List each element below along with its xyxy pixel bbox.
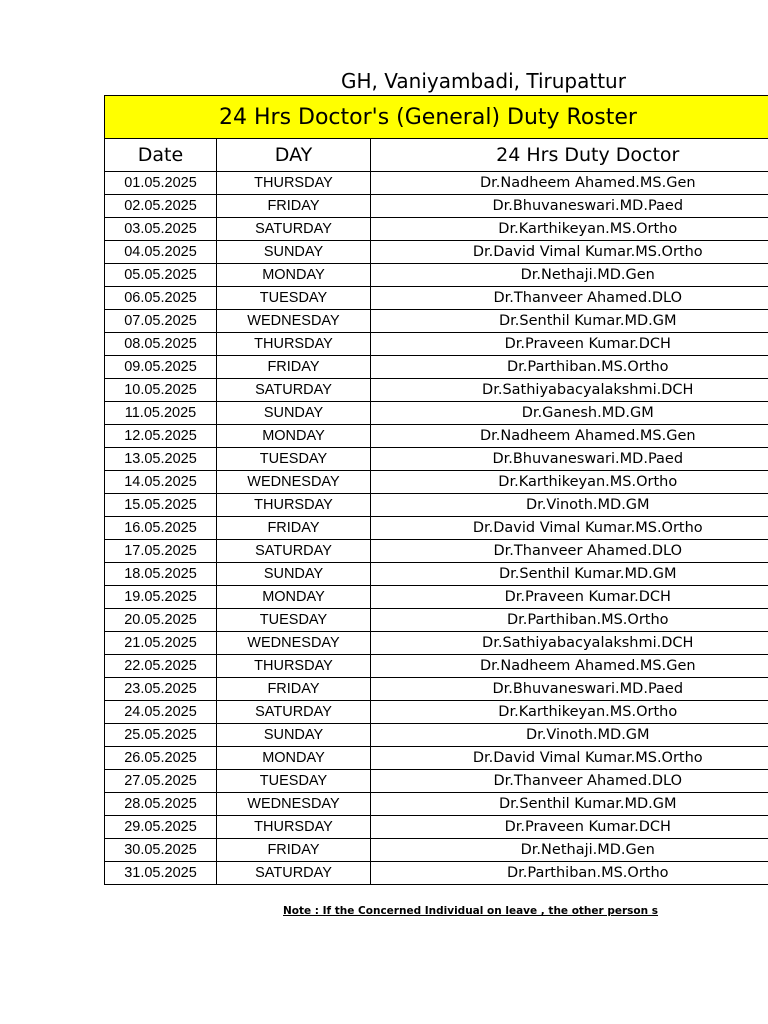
doctor-cell: Dr.Nadheem Ahamed.MS.Gen — [371, 425, 768, 448]
doctor-cell: Dr.Senthil Kumar.MD.GM — [371, 793, 768, 816]
table-row — [105, 333, 768, 356]
doctor-cell: Dr.Praveen Kumar.DCH — [371, 333, 768, 356]
date-cell: 27.05.2025 — [105, 770, 217, 793]
date-cell: 26.05.2025 — [105, 747, 217, 770]
date-cell: 16.05.2025 — [105, 517, 217, 540]
table-row — [105, 195, 768, 218]
date-cell: 01.05.2025 — [105, 172, 217, 195]
roster-banner: 24 Hrs Doctor's (General) Duty Roster — [105, 96, 768, 139]
table-header-row — [105, 139, 768, 172]
doctor-cell: Dr.David Vimal Kumar.MS.Ortho — [371, 241, 768, 264]
date-cell: 18.05.2025 — [105, 563, 217, 586]
date-cell: 22.05.2025 — [105, 655, 217, 678]
day-cell: FRIDAY — [217, 839, 371, 862]
duty-roster-table-container — [104, 95, 768, 895]
doctor-cell: Dr.Bhuvaneswari.MD.Paed — [371, 448, 768, 471]
date-cell: 24.05.2025 — [105, 701, 217, 724]
doctor-cell: Dr.Ganesh.MD.GM — [371, 402, 768, 425]
date-cell: 02.05.2025 — [105, 195, 217, 218]
table-row — [105, 839, 768, 862]
date-cell: 30.05.2025 — [105, 839, 217, 862]
doctor-cell: Dr.Nadheem Ahamed.MS.Gen — [371, 655, 768, 678]
column-header-date: Date — [105, 139, 217, 172]
table-row — [105, 632, 768, 655]
doctor-cell: Dr.Praveen Kumar.DCH — [371, 586, 768, 609]
table-row — [105, 586, 768, 609]
doctor-cell: Dr.Bhuvaneswari.MD.Paed — [371, 678, 768, 701]
day-cell: WEDNESDAY — [217, 310, 371, 333]
doctor-cell: Dr.Parthiban.MS.Ortho — [371, 862, 768, 885]
table-row — [105, 655, 768, 678]
day-cell: WEDNESDAY — [217, 471, 371, 494]
date-cell: 28.05.2025 — [105, 793, 217, 816]
table-row — [105, 471, 768, 494]
table-row — [105, 793, 768, 816]
doctor-cell: Dr.Bhuvaneswari.MD.Paed — [371, 195, 768, 218]
doctor-cell: Dr.Senthil Kumar.MD.GM — [371, 563, 768, 586]
day-cell: WEDNESDAY — [217, 793, 371, 816]
date-cell: 15.05.2025 — [105, 494, 217, 517]
doctor-cell: Dr.Nethaji.MD.Gen — [371, 839, 768, 862]
table-row — [105, 402, 768, 425]
column-header-day: DAY — [217, 139, 371, 172]
date-cell: 08.05.2025 — [105, 333, 217, 356]
doctor-cell: Dr.Nadheem Ahamed.MS.Gen — [371, 172, 768, 195]
date-cell: 05.05.2025 — [105, 264, 217, 287]
day-cell: SATURDAY — [217, 218, 371, 241]
table-row — [105, 425, 768, 448]
date-cell: 23.05.2025 — [105, 678, 217, 701]
doctor-cell: Dr.David Vimal Kumar.MS.Ortho — [371, 747, 768, 770]
day-cell: THURSDAY — [217, 655, 371, 678]
date-cell: 07.05.2025 — [105, 310, 217, 333]
table-row — [105, 448, 768, 471]
doctor-cell: Dr.Karthikeyan.MS.Ortho — [371, 471, 768, 494]
table-row — [105, 609, 768, 632]
day-cell: FRIDAY — [217, 517, 371, 540]
page-title: GH, Vaniyambadi, Tirupattur — [341, 69, 626, 93]
date-cell: 12.05.2025 — [105, 425, 217, 448]
table-row — [105, 379, 768, 402]
doctor-cell: Dr.Thanveer Ahamed.DLO — [371, 540, 768, 563]
date-cell: 13.05.2025 — [105, 448, 217, 471]
date-cell: 29.05.2025 — [105, 816, 217, 839]
table-row — [105, 218, 768, 241]
day-cell: TUESDAY — [217, 448, 371, 471]
doctor-cell: Dr.David Vimal Kumar.MS.Ortho — [371, 517, 768, 540]
table-row — [105, 862, 768, 885]
day-cell: WEDNESDAY — [217, 632, 371, 655]
day-cell: SUNDAY — [217, 402, 371, 425]
day-cell: MONDAY — [217, 747, 371, 770]
table-row — [105, 517, 768, 540]
day-cell: SATURDAY — [217, 862, 371, 885]
day-cell: MONDAY — [217, 264, 371, 287]
day-cell: FRIDAY — [217, 678, 371, 701]
day-cell: THURSDAY — [217, 816, 371, 839]
day-cell: MONDAY — [217, 586, 371, 609]
table-row — [105, 816, 768, 839]
date-cell: 09.05.2025 — [105, 356, 217, 379]
duty-roster-table — [104, 95, 768, 885]
date-cell: 19.05.2025 — [105, 586, 217, 609]
day-cell: TUESDAY — [217, 287, 371, 310]
day-cell: FRIDAY — [217, 195, 371, 218]
doctor-cell: Dr.Sathiyabacyalakshmi.DCH — [371, 379, 768, 402]
date-cell: 14.05.2025 — [105, 471, 217, 494]
day-cell: MONDAY — [217, 425, 371, 448]
table-row — [105, 287, 768, 310]
table-row — [105, 172, 768, 195]
table-row — [105, 701, 768, 724]
doctor-cell: Dr.Praveen Kumar.DCH — [371, 816, 768, 839]
table-row — [105, 241, 768, 264]
doctor-cell: Dr.Nethaji.MD.Gen — [371, 264, 768, 287]
date-cell: 11.05.2025 — [105, 402, 217, 425]
doctor-cell: Dr.Thanveer Ahamed.DLO — [371, 770, 768, 793]
roster-banner-row — [105, 96, 768, 139]
table-row — [105, 264, 768, 287]
date-cell: 25.05.2025 — [105, 724, 217, 747]
table-row — [105, 724, 768, 747]
date-cell: 17.05.2025 — [105, 540, 217, 563]
day-cell: THURSDAY — [217, 494, 371, 517]
day-cell: TUESDAY — [217, 609, 371, 632]
date-cell: 06.05.2025 — [105, 287, 217, 310]
day-cell: SATURDAY — [217, 540, 371, 563]
date-cell: 31.05.2025 — [105, 862, 217, 885]
doctor-cell: Dr.Karthikeyan.MS.Ortho — [371, 701, 768, 724]
doctor-cell: Dr.Thanveer Ahamed.DLO — [371, 287, 768, 310]
footer-note: Note : If the Concerned Individual on leave , the other person s — [283, 905, 659, 917]
column-header-doctor: 24 Hrs Duty Doctor — [371, 139, 768, 172]
date-cell: 10.05.2025 — [105, 379, 217, 402]
day-cell: FRIDAY — [217, 356, 371, 379]
table-row — [105, 770, 768, 793]
date-cell: 04.05.2025 — [105, 241, 217, 264]
doctor-cell: Dr.Senthil Kumar.MD.GM — [371, 310, 768, 333]
doctor-cell: Dr.Vinoth.MD.GM — [371, 494, 768, 517]
day-cell: SUNDAY — [217, 563, 371, 586]
table-row — [105, 563, 768, 586]
table-row — [105, 356, 768, 379]
doctor-cell: Dr.Vinoth.MD.GM — [371, 724, 768, 747]
table-row — [105, 540, 768, 563]
day-cell: SATURDAY — [217, 701, 371, 724]
doctor-cell: Dr.Sathiyabacyalakshmi.DCH — [371, 632, 768, 655]
doctor-cell: Dr.Parthiban.MS.Ortho — [371, 609, 768, 632]
table-row — [105, 310, 768, 333]
day-cell: THURSDAY — [217, 172, 371, 195]
doctor-cell: Dr.Karthikeyan.MS.Ortho — [371, 218, 768, 241]
table-row — [105, 747, 768, 770]
table-row — [105, 678, 768, 701]
day-cell: SATURDAY — [217, 379, 371, 402]
day-cell: SUNDAY — [217, 724, 371, 747]
date-cell: 03.05.2025 — [105, 218, 217, 241]
date-cell: 21.05.2025 — [105, 632, 217, 655]
day-cell: TUESDAY — [217, 770, 371, 793]
doctor-cell: Dr.Parthiban.MS.Ortho — [371, 356, 768, 379]
date-cell: 20.05.2025 — [105, 609, 217, 632]
table-row — [105, 494, 768, 517]
day-cell: SUNDAY — [217, 241, 371, 264]
day-cell: THURSDAY — [217, 333, 371, 356]
